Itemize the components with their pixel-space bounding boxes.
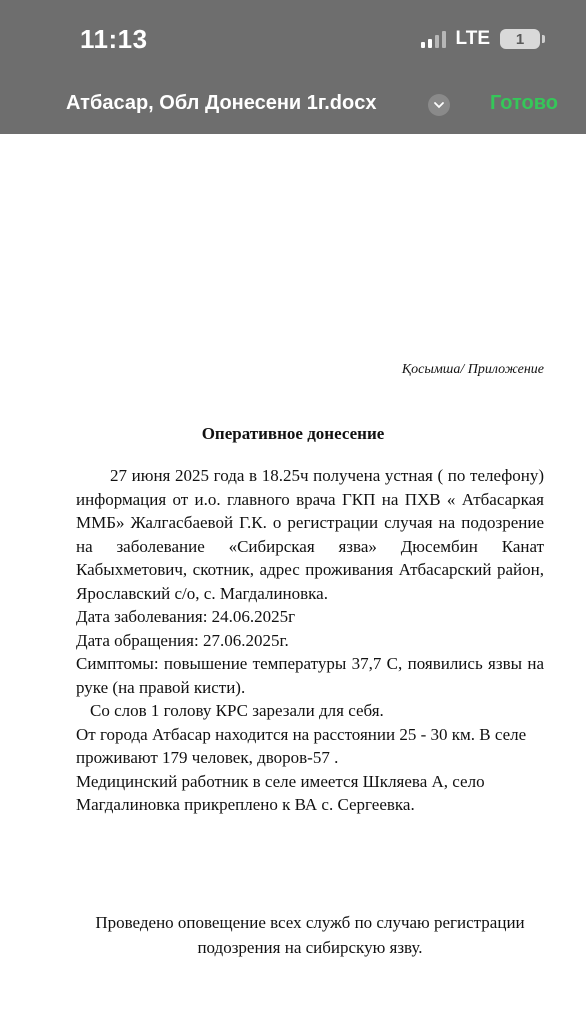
document-page[interactable] <box>0 134 586 1024</box>
appendix-label: Қосымша/ Приложение <box>401 362 544 377</box>
cellular-signal-icon <box>421 30 446 48</box>
done-button[interactable]: Готово <box>489 92 558 114</box>
appeal-date: Дата обращения: 27.06.2025г. <box>76 630 289 650</box>
document-title[interactable]: Атбасар, Обл Донесени 1г.docx <box>66 92 377 114</box>
paragraph-main: 27 июня 2025 года в 18.25ч получена устная ( по телефону) информация от и.о. главного врача ГКП на ПХВ « Атбасаркая ММБ» Жалгасбаевой Г.К. о регистрации случая на подозрение на заболевание «Сибирская язва» Дюсембин Канат Кабыхметович, скотник, адрес проживания Атбасарский район, Ярославский с/о, с. Магдалиновка. <box>76 466 544 603</box>
medical-note: Медицинский работник в селе имеется Шкляева А, село Магдалиновка прикреплено к ВА с. Сергеевка. <box>76 771 485 814</box>
disease-date: Дата заболевания: 24.06.2025г <box>76 607 296 626</box>
document-body <box>76 464 544 817</box>
battery-icon <box>500 29 540 49</box>
status-indicators <box>421 28 540 50</box>
status-bar <box>0 0 586 72</box>
document-heading: Оперативное донесение <box>201 424 385 443</box>
chevron-down-icon[interactable] <box>428 94 450 116</box>
symptoms: Симптомы: повышение температуры 37,7 С, появились язвы на руке (на правой кисти). <box>76 654 544 697</box>
cattle-note: Со слов 1 голову КРС зарезали для себя. <box>90 701 384 720</box>
network-type: LTE <box>455 28 490 49</box>
closing-note: Проведено оповещение всех служб по случаю регистрации подозрения на сибирскую язву. <box>95 913 525 957</box>
status-time: 11:13 <box>80 24 148 54</box>
document-nav-bar <box>0 72 586 134</box>
battery-level: 1 <box>515 30 525 48</box>
distance-note: От города Атбасар находится на расстоянии 25 - 30 км. В селе проживают 179 человек, дворов-57 . <box>76 724 527 767</box>
